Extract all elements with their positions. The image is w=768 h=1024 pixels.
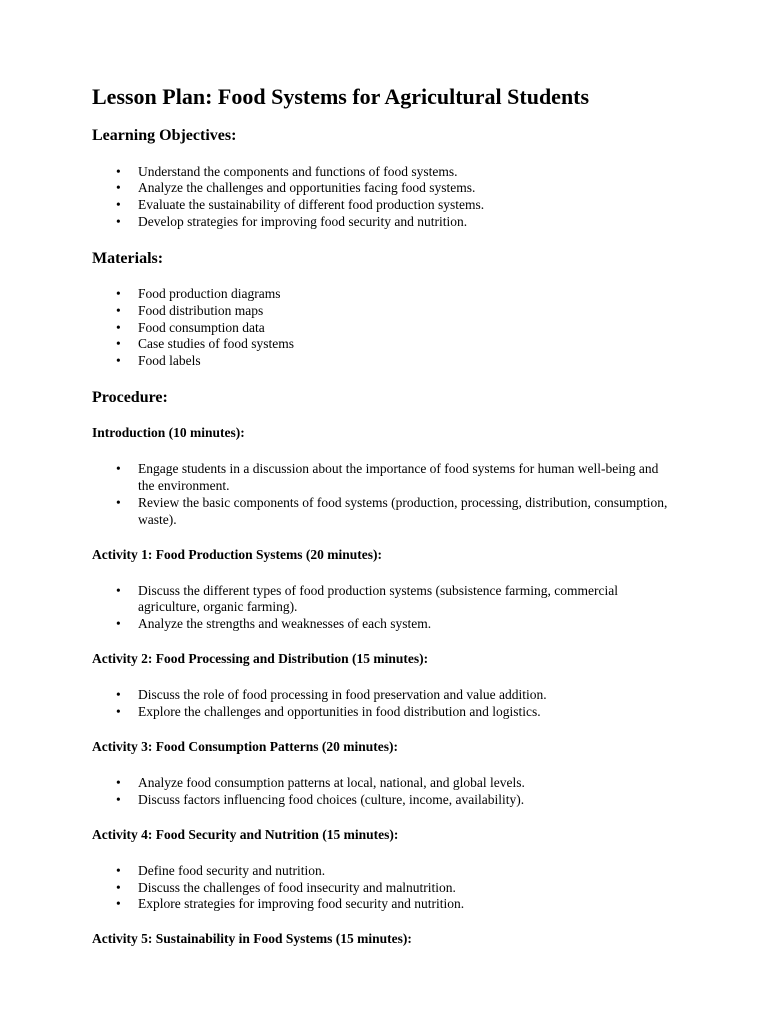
activity-3-heading: Activity 3: Food Consumption Patterns (20 minutes):	[92, 738, 398, 754]
list-item: • Food consumption data	[138, 320, 676, 337]
list-item: • Define food security and nutrition.	[138, 863, 676, 880]
objectives-heading: Learning Objectives:	[92, 127, 237, 145]
list-item: • Develop strategies for improving food security and nutrition.	[138, 214, 676, 231]
list-item: • Analyze food consumption patterns at local, national, and global levels.	[138, 775, 676, 792]
materials-heading: Materials:	[92, 249, 164, 267]
list-item: • Food production diagrams	[138, 286, 676, 303]
page-title: Lesson Plan: Food Systems for Agricultural Students	[92, 84, 590, 109]
activity-2-list	[92, 687, 676, 721]
activity-3-list	[92, 775, 676, 809]
list-item: • Evaluate the sustainability of different food production systems.	[138, 197, 676, 214]
procedure-heading: Procedure:	[92, 388, 168, 406]
objectives-list	[92, 164, 676, 231]
activity-4-heading: Activity 4: Food Security and Nutrition (15 minutes):	[92, 826, 399, 842]
activity-1-list	[92, 583, 676, 633]
activity-1-heading: Activity 1: Food Production Systems (20 minutes):	[92, 546, 382, 562]
introduction-list	[92, 461, 676, 528]
list-item: • Review the basic components of food systems (production, processing, distribution, consumption, waste).	[138, 495, 676, 529]
list-item: • Understand the components and functions of food systems.	[138, 164, 676, 181]
activity-5-heading: Activity 5: Sustainability in Food Systems (15 minutes):	[92, 931, 412, 947]
list-item: • Engage students in a discussion about the importance of food systems for human well-being and the environment.	[138, 461, 676, 495]
list-item: • Analyze the strengths and weaknesses of each system.	[138, 616, 676, 633]
list-item: • Explore the challenges and opportunities in food distribution and logistics.	[138, 704, 676, 721]
list-item: • Discuss the challenges of food insecurity and malnutrition.	[138, 880, 676, 897]
activity-2-heading: Activity 2: Food Processing and Distribution (15 minutes):	[92, 651, 429, 667]
list-item: • Case studies of food systems	[138, 336, 676, 353]
list-item: • Discuss the different types of food production systems (subsistence farming, commercial agriculture, organic farming).	[138, 583, 676, 617]
list-item: • Analyze the challenges and opportunities facing food systems.	[138, 180, 676, 197]
activity-4-list	[92, 863, 676, 913]
list-item: • Food distribution maps	[138, 303, 676, 320]
introduction-heading: Introduction (10 minutes):	[92, 425, 245, 441]
list-item: • Explore strategies for improving food security and nutrition.	[138, 896, 676, 913]
list-item: • Discuss the role of food processing in food preservation and value addition.	[138, 687, 676, 704]
materials-list	[92, 286, 676, 370]
list-item: • Food labels	[138, 353, 676, 370]
list-item: • Discuss factors influencing food choices (culture, income, availability).	[138, 792, 676, 809]
